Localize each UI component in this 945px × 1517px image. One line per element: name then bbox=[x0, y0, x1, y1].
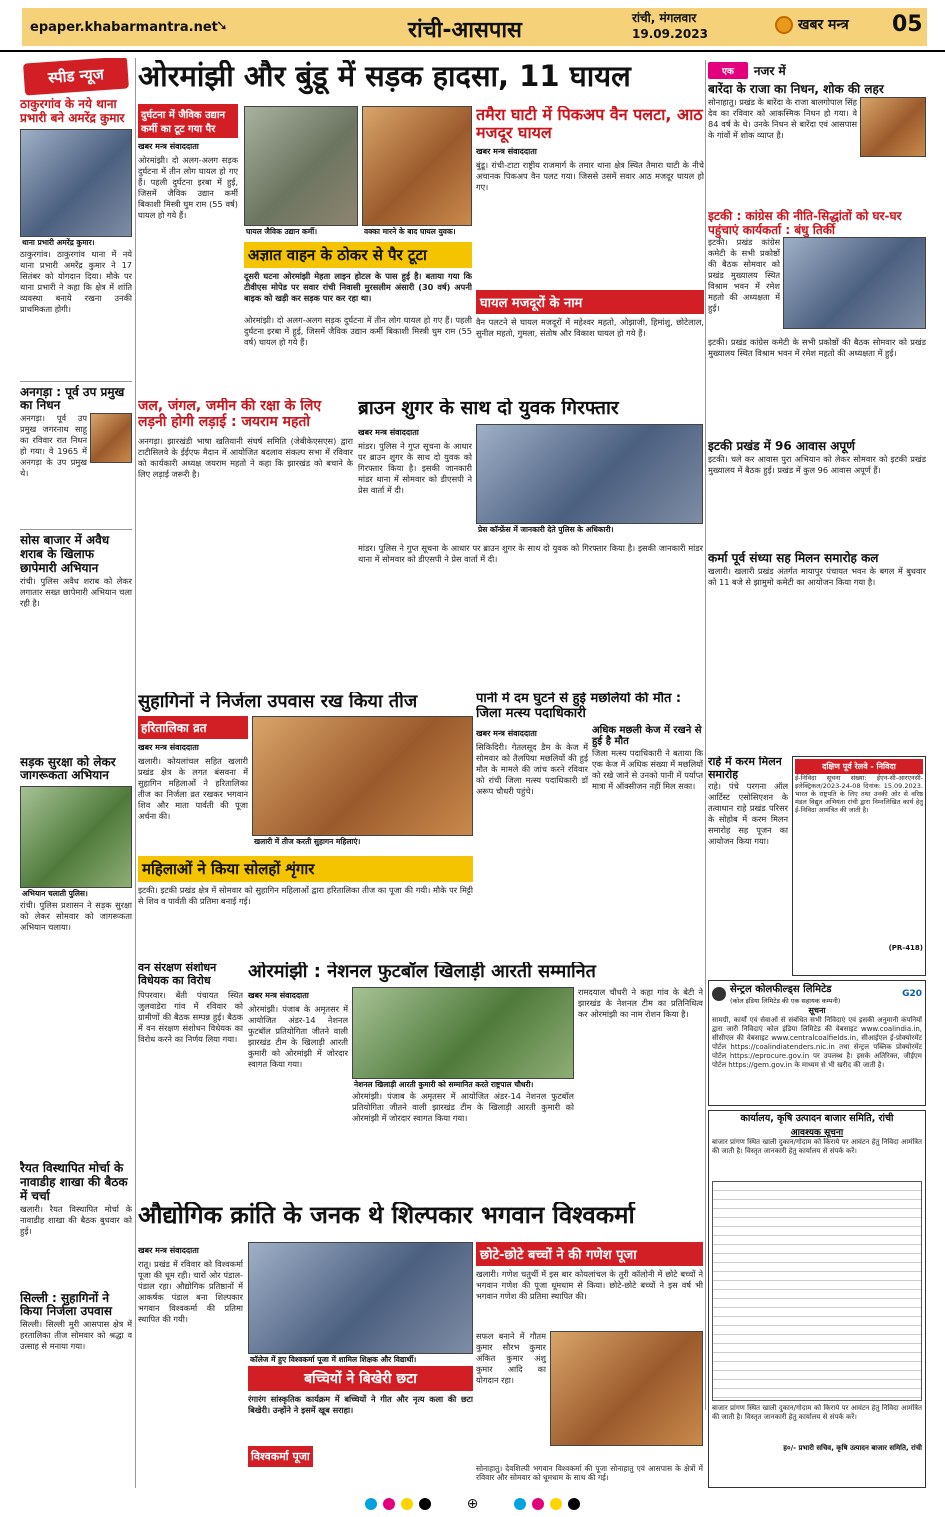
ad-signature: ह०/- प्रभारी सचिव, कृषि उत्पादन बाजार समिति, रांची bbox=[783, 1443, 922, 1452]
story-body: इटकी। चले कर आवास पुरा अभियान को लेकर सोमवार को इटकी प्रखंड मुख्यालय में बैठक हुई। प्रखंड में कुल 96 आवास अपूर्ण हैं। bbox=[708, 454, 926, 476]
registration-mark-icon: ⊕ bbox=[466, 1495, 479, 1512]
campaign-photo bbox=[20, 786, 132, 888]
byline: खबर मन्त्र संवाददाता bbox=[358, 427, 419, 437]
ganesh-photo bbox=[550, 1331, 703, 1446]
brown-sugar-story bbox=[358, 398, 703, 688]
story-headline: ओरमांझी : नेशनल फुटबॉल खिलाड़ी आरती सम्मानित bbox=[248, 962, 596, 982]
ad-notice: सूचना bbox=[808, 1005, 826, 1015]
story-headline: राहे में करम मिलन समारोह bbox=[708, 756, 782, 781]
divider bbox=[20, 381, 132, 382]
ad-office: कार्यालय, कृषि उत्पादन बाजार समिति, रांची bbox=[740, 1113, 894, 1124]
black-dot bbox=[568, 1498, 580, 1510]
ad-body: बाजार प्रांगण स्थित खाली दुकान/गोदाम को किराये पर आवंटन हेतु निविदा आमंत्रित की जाती है। विस्तृत जानकारी हेतु कार्यालय से संपर्क करें। bbox=[712, 1403, 922, 1421]
teej-story bbox=[138, 692, 473, 957]
story-body: सोनाहातु। प्रखंड के बारेंदा के राजा बालगोपाल सिंह देव का रविवार को आकस्मिक निधन हो गया। वे 84 वर्ष के थे। उनके निधन से बारेंदा एवं आसपास के गांवों में शोक व्याप्त है। bbox=[708, 96, 857, 140]
byline: खबर मन्त्र संवाददाता bbox=[248, 990, 309, 1000]
story-body: दूसरी घटना ओरमांझी मेहता लाइन होटल के पास हुई है। बताया गया कि टीवीएस मोपेड पर सवार रांची निवासी मुरसलीम अंसारी (30 वर्ष) अपनी बाइक को खड़ी कर सड़क पार कर रहा था। bbox=[244, 271, 472, 303]
story-headline: सड़क सुरक्षा को लेकर जागरूकता अभियान bbox=[20, 754, 116, 783]
story-body: खलारी। रैयत विस्थापित मोर्चा के नावाडीह शाखा की बैठक बुधवार को हुई। bbox=[20, 1203, 132, 1236]
byline: खबर मन्त्र संवाददाता bbox=[476, 146, 537, 156]
forest-story bbox=[138, 962, 243, 1197]
injured-worker-photo bbox=[244, 106, 358, 226]
column-rule bbox=[135, 58, 136, 1488]
photo-caption: घायल जैविक उद्यान कर्मी। bbox=[244, 226, 358, 238]
story-kicker: दुर्घटना में जैविक उद्यान कर्मी का टूट गया पैर bbox=[138, 104, 238, 138]
photo-caption: वक्का मारने के बाद घायल युवक। bbox=[362, 226, 472, 238]
photo-caption: कॉलेज में हुए विश्वकर्मा पूजा में शामिल शिक्षक और विद्यार्थी। bbox=[248, 1354, 473, 1366]
story-body: बुंडू। रांची-टाटा राष्ट्रीय राजमार्ग के तमार थाना क्षेत्र स्थित तैमारा घाटी के नीचे अचानक पिकअप वैन पलट गया। जिससे उसमें सवार आठ मजदूर घायल हो गए। bbox=[476, 159, 704, 192]
story-body: रामदयाल चौधरी ने कहा गांव के बेटी ने झारखंड के नेशनल टीम का प्रतिनिधित्व कर ओरमांझी का नाम रोशन किया है। bbox=[578, 986, 703, 1019]
magenta-dot bbox=[532, 1498, 544, 1510]
speed-news-badge: स्पीड न्यूज bbox=[23, 58, 129, 96]
story-body: इटकी। प्रखंड कांग्रेस कमेटी के सभी प्रकोष्ठों की बैठक सोमवार को प्रखंड मुख्यालय स्थित विश्राम भवन में रमेश महतो की अध्यक्षता में हुई। bbox=[708, 237, 780, 314]
story-body: सिकिदिरी। गेतलसूद डैम के केज में सोमवार को तैलपिया मछलियों की हुई मौत के मामले की जांच करने रविवार को रांची जिला मत्स्य पदाधिकारी डॉ अरूप चौधरी पहुंचे। bbox=[476, 741, 588, 796]
story-headline: कर्मा पूर्व संध्या सह मिलन समारोह कल bbox=[708, 551, 879, 566]
story-body: अनगड़ा। पूर्व उप प्रमुख जगरनाथ साहू का रविवार रात निधन हो गया। वे 1965 में अनगड़ा के उप प्रमुख थे। bbox=[20, 413, 87, 479]
ad-company: सेन्ट्रल कोलफील्ड्स लिमिटेड bbox=[730, 984, 832, 995]
story-headline: रैयत विस्थापित मोर्चा के नावाडीह शाखा की बैठक में चर्चा bbox=[20, 1161, 128, 1203]
accident-story bbox=[138, 104, 473, 394]
story-body: खलारी। गणेश चतुर्थी में इस बार कोयलांचल के तुरी कॉलोनी में छोटे बच्चों ने भगवान गणेश की पूजा धूमधाम से किया। छोटे-छोटे बच्चों ने इस वर्ष भी भगवान गणेश की प्रतिमा स्थापित की। bbox=[476, 1269, 703, 1301]
story-headline: तमैरा घाटी में पिकअप वैन पलटा, आठ मजदूर घायल bbox=[476, 106, 703, 143]
story-body: ओरमांझी। दो अलग-अलग सड़क दुर्घटना में तीन लोग घायल हो गए हैं। पहली दुर्घटना इरबा में हुई, जिसमें जैविक उद्यान कर्मी बिकाशी मिस्त्री घुम राम (55 वर्ष) घायल हो गये हैं। bbox=[244, 315, 472, 347]
story-headline: इटकी प्रखंड में 96 आवास अपूर्ण bbox=[708, 439, 855, 454]
story-headline: बारेंदा के राजा का निधन, शोक की लहर bbox=[708, 82, 884, 96]
section-title: रांची-आसपास bbox=[408, 18, 522, 43]
officer-photo bbox=[20, 129, 132, 237]
photo-caption: अभियान चलाती पुलिस। bbox=[20, 888, 132, 900]
column-rule bbox=[705, 60, 706, 1410]
coal-ad bbox=[708, 980, 926, 1106]
story-headline: वन संरक्षण संशोधन विधेयक का विरोध bbox=[138, 962, 217, 987]
byline: खबर मन्त्र संवाददाता bbox=[138, 1246, 199, 1255]
injured-youth-photo bbox=[362, 106, 472, 226]
story-body: सिल्ली। सिल्ली मुरी आसपास क्षेत्र में हरतालिका तीज सोमवार को श्रद्धा व उत्साह से मनाया गया। bbox=[20, 1319, 132, 1352]
sub-headline: महिलाओं ने किया सोलहों शृंगार bbox=[138, 856, 473, 882]
ad-title: आवश्यक सूचना bbox=[790, 1127, 844, 1138]
ad-body: बाजार प्रांगण स्थित खाली दुकान/गोदाम को किराये पर आवंटन हेतु निविदा आमंत्रित की जाती है। विस्तृत जानकारी हेतु कार्यालय से संपर्क करें। bbox=[712, 1137, 922, 1155]
story-body: खलारी। खलारी प्रखंड अंतर्गत मायापुर पंचायत भवन के बगल में बुधवार को 11 बजे से झामुमो कमेटी का आयोजन किया गया है। bbox=[708, 565, 926, 587]
raja-photo bbox=[860, 97, 926, 157]
sub-headline: बच्चियों ने बिखेरी छटा bbox=[248, 1366, 473, 1391]
football-story bbox=[248, 962, 703, 1197]
story-body: इटकी। इटकी प्रखंड क्षेत्र में सोमवार को सुहागिन महिलाओं द्वारा हरितालिका तीज का पूजा की गयी। मौके पर मिट्टी से शिव व पार्वती की प्रतिमा बनाई गई। bbox=[138, 884, 473, 906]
market-ad bbox=[708, 1110, 926, 1488]
black-dot bbox=[419, 1498, 431, 1510]
tender-title: दक्षिण पूर्व रेलवे - निविदा bbox=[795, 759, 923, 774]
yellow-dot bbox=[401, 1498, 413, 1510]
story-headline: पानी में दम घुटने से हुई मछलियों की मौत : जिला मत्स्य पदाधिकारी bbox=[476, 692, 682, 721]
page-number: 05 bbox=[892, 12, 923, 37]
story-kicker: हरितालिका व्रत bbox=[138, 716, 248, 739]
cyan-dot bbox=[514, 1498, 526, 1510]
story-body: अनगड़ा। झारखंडी भाषा खतियानी संघर्ष समिति (जेबीकेएसएस) द्वारा टाटीसिलवे के ईईएफ मैदान में आयोजित बदलाव संकल्प सभा में रविवार को कार्यकारी अध्यक्ष जयराम महतो ने कहा कि झारखंड को बचाने के लिए लड़ाई जरूरी है। bbox=[138, 436, 353, 480]
photo-caption: खलारी में तीज करती सुहागन महिलाएं। bbox=[252, 836, 473, 848]
college-puja-photo bbox=[248, 1242, 473, 1354]
story-body: वैन पलटने से घायल मजदूरों में महेश्वर महतो, ओझाजी, हिमांशु, छोटेलाल, सुनील महतो, गुमला, संतोष और विकाश घायल हो गये हैं। bbox=[476, 316, 704, 338]
magenta-dot bbox=[383, 1498, 395, 1510]
coal-logo-icon bbox=[712, 987, 726, 1001]
story-headline: ठाकुरगांव के नये थाना प्रभारी बने अमरेंद्र कुमार bbox=[20, 97, 125, 125]
story-body: ठाकुरगांव। ठाकुरगांव थाना में नये थाना प्रभारी अमरेंद्र कुमार ने 17 सितंबर को योगदान दिया। मौके पर थाना प्रभारी ने कहा कि क्षेत्र में शांति व्यवस्था बनाये रखना उनकी प्राथमिकता होगी। bbox=[20, 248, 132, 314]
sub-headline: अधिक मछली केज में रखने से हुई है मौत bbox=[592, 724, 702, 748]
main-headline: ओरमांझी और बुंडू में सड़क हादसा, 11 घायल bbox=[138, 60, 631, 93]
tamar-story bbox=[476, 106, 704, 396]
vishwakarma-headline: औद्योगिक क्रांति के जनक थे शिल्पकार भगवान विश्वकर्मा bbox=[138, 1202, 635, 1229]
story-headline: सुहागिनों ने निर्जला उपवास रख किया तीज bbox=[138, 692, 418, 712]
story-body: जिला मत्स्य पदाधिकारी ने बताया कि एक केज में अधिक संख्या में मछलियों को रखे जाने से उनको पानी में पर्याप्त मात्रा में ऑक्सीजन नहीं मिल सका। bbox=[592, 747, 703, 791]
story-body: ओरमांझी। पंजाब के अमृतसर में आयोजित अंडर-14 नेशनल फुटबॉल प्रतियोगिता जीतने वाली झारखंड टीम के खिलाड़ी आरती कुमारी को ओरमांझी में जोरदार स्वागत किया गया। bbox=[352, 1090, 574, 1123]
story-body: मांडर। पुलिस ने गुप्त सूचना के आधार पर ब्राउन शुगर के साथ दो युवक को गिरफ्तार किया है। इसकी जानकारी मांडर थाना में सोमवार को डीएसपी ने प्रेस वार्ता में दी। bbox=[358, 542, 703, 564]
sub-headline: अज्ञात वाहन के ठोकर से पैर टूटा bbox=[244, 242, 472, 268]
ad-body: सामग्री, कार्यों एवं सेवाओं से संबंधित सभी निविदाएं एवं इसकी अनुमानी कंपनियों द्वारा जारी निविदाएं कोल इंडिया लिमिटेड की वेबसाइट www.coalindia.in, सीसीएल की वेबसाइट www.centralcoalfields.in, सीआईएल ई-प्रोक्योरमेंट पोर्टल https://coalindiatenders.nic.in तथा सेन्ट्रल पब्लिक प्रोक्योरमेंट पोर्टल https://eprocure.gov.in पर उपलब्ध है। इसके अतिरिक्त, जीईएम पोर्टल https://gem.gov.in के माध्यम से भी खरीद की जाती है। bbox=[712, 1015, 922, 1069]
tender-body: ई-निविदा सूचना संख्या: ईएन-सी-आरएनसी-इलेक्ट्रिकल/2023-24-08 दिनांक: 15.09.2023. भारत के राष्ट्रपति के लिए तथा उनकी ओर से वरिष्ठ मंडल विद्युत अभियंता रांची द्वारा निम्नलिखित कार्य हेतु ई-निविदा आमंत्रित की जाती है। bbox=[795, 774, 923, 814]
ad-table bbox=[712, 1181, 922, 1401]
story-body: रांची। पुलिस अवैध शराब को लेकर लगातार सख्त छापेमारी अभियान चला रही है। bbox=[20, 575, 132, 608]
karma-tender-block bbox=[708, 756, 926, 976]
ek-nazar-column bbox=[708, 60, 926, 750]
masthead bbox=[0, 0, 945, 52]
story-body: रंगारंग सांस्कृतिक कार्यक्रम में बच्चियों ने गीत और नृत्य कला की छटा बिखेरी। उन्होंने ने इसमें खूब सराहा। bbox=[248, 1394, 473, 1415]
story-body: खलारी। कोयलांचल सहित खलारी प्रखंड क्षेत्र के लगत बंसवना में सुहागिन महिलाओं ने हरितालिका तीज का निर्जला व्रत रखकर भगवान शिव और माता पार्वती की पूजा अर्चना की। bbox=[138, 755, 248, 821]
byline: खबर मन्त्र संवाददाता bbox=[138, 142, 199, 151]
story-headline: अनगड़ा : पूर्व उप प्रमुख का निधन bbox=[20, 384, 125, 413]
story-body: मांडर। पुलिस ने गुप्त सूचना के आधार पर ब्राउन शुगर के साथ दो युवक को गिरफ्तार किया है। इसकी जानकारी मांडर थाना में सोमवार को डीएसपी ने प्रेस वार्ता में दी। bbox=[358, 440, 472, 495]
story-headline: जल, जंगल, जमीन की रक्षा के लिए लड़नी होगी लड़ाई : जयराम महतो bbox=[138, 398, 322, 431]
sub-headline: घायल मजदूरों के नाम bbox=[476, 290, 704, 314]
story-headline: ब्राउन शुगर के साथ दो युवक गिरफ्तार bbox=[358, 398, 619, 419]
story-headline: सिल्ली : सुहागिनों ने किया निर्जला उपवास bbox=[20, 1290, 112, 1319]
left-news-column bbox=[20, 58, 132, 1488]
byline: खबर मन्त्र संवाददाता bbox=[476, 728, 537, 738]
photo-caption: नेशनल खिलाड़ी आरती कुमारी को सम्मानित करते राष्ट्रपाल चौधरी। bbox=[352, 1079, 574, 1091]
story-body: रांची। पुलिस प्रशासन ने सड़क सुरक्षा को लेकर सोमवार को जागरूकता अभियान चलाया। bbox=[20, 900, 132, 933]
story-body: सफल बनाने में गौतम कुमार सौरभ कुमार अंकित कुमार अंशु कुमार आदि का योगदान रहा। bbox=[476, 1331, 546, 1385]
story-body: रातू। प्रखंड में रविवार को विश्वकर्मा पूजा की धूम रही। चारों ओर पंडाल-पंडाल रहा। औद्योगिक प्रतिष्ठानों में आकर्षक पंडाल बना शिल्पकार भगवान विश्वकर्मा की प्रतिमा स्थापित की गयी। bbox=[138, 1259, 243, 1324]
vishwakarma-column bbox=[138, 1242, 243, 1482]
brand-block bbox=[775, 15, 849, 34]
press-conference-photo bbox=[476, 424, 703, 524]
puja-label-body: सोनाहातु। देवशिल्पी भगवान विश्वकर्मा की पूजा सोनाहातु एवं आसपास के क्षेत्रों में रविवार और सोमवार को धूमधाम के साथ की गई। bbox=[476, 1464, 703, 1482]
brand-name: खबर मन्त्र bbox=[798, 17, 849, 33]
issue-date: 19.09.2023 bbox=[632, 27, 708, 41]
puja-label: विश्वकर्मा पूजा bbox=[248, 1446, 313, 1467]
yellow-dot bbox=[550, 1498, 562, 1510]
story-body: ओरमांझी। पंजाब के अमृतसर में आयोजित अंडर-14 नेशनल फुटबॉल प्रतियोगिता जीतने वाली झारखंड टीम के खिलाड़ी आरती कुमारी को ओरमांझी में जोरदार स्वागत किया गया। bbox=[248, 1003, 348, 1069]
cyan-dot bbox=[365, 1498, 377, 1510]
color-registration-bar bbox=[0, 1490, 945, 1517]
story-body: पिपरवार। बेंती पंचायत स्थित जुलवाडेरा गांव में रविवार को ग्रामीणों की बैठक सम्पन्न हुई। बैठक में वन संरक्षण संशोधन विधेयक का विरोध करने का निर्णय लिया गया। bbox=[138, 990, 243, 1045]
photo-caption: थाना प्रभारी अमरेंद्र कुमार। bbox=[20, 237, 132, 249]
story-headline: छोटे-छोटे बच्चों ने की गणेश पूजा bbox=[476, 1242, 703, 1266]
byline: खबर मन्त्र संवाददाता bbox=[138, 742, 199, 752]
ad-sub: (कोल इंडिया लिमिटेड की एक सहायक कम्पनी) bbox=[730, 996, 841, 1005]
cursor-icon: ➘ bbox=[216, 18, 228, 34]
date-block bbox=[632, 10, 708, 42]
portrait-photo bbox=[90, 413, 132, 463]
photo-caption: प्रेस कॉन्फ्रेंस में जानकारी देते पुलिस के अधिकारी। bbox=[476, 524, 703, 536]
fish-story bbox=[476, 692, 703, 957]
nazar-label: नजर में bbox=[753, 63, 786, 78]
brand-logo-icon bbox=[775, 16, 793, 34]
story-headline: सोस बाजार में अवैध शराब के खिलाफ छापेमारी अभियान bbox=[20, 533, 110, 575]
rally-story bbox=[138, 398, 353, 688]
felicitation-photo bbox=[352, 987, 574, 1079]
story-body: ओरमांझी। दो अलग-अलग सड़क दुर्घटना में तीन लोग घायल हो गए हैं। पहली दुर्घटना इरबा में हुई, जिसमें जैविक उद्यान कर्मी बिकाशी मिस्त्री घुम राम (55 वर्ष) घायल हो गये हैं। bbox=[138, 155, 238, 220]
g20-badge: G20 bbox=[902, 989, 922, 1000]
vishwakarma-photo-block bbox=[248, 1242, 473, 1482]
story-body: इटकी। प्रखंड कांग्रेस कमेटी के सभी प्रकोष्ठों की बैठक सोमवार को प्रखंड मुख्यालय स्थित विश्राम भवन में रमेश महतो की अध्यक्षता में हुई। bbox=[708, 337, 926, 359]
tender-code: (PR-418) bbox=[888, 944, 923, 952]
ganesh-story bbox=[476, 1242, 703, 1462]
city-day: रांची, मंगलवार bbox=[632, 11, 697, 25]
epaper-url-link[interactable]: epaper.khabarmantra.net bbox=[30, 20, 218, 35]
ek-label: एक bbox=[708, 62, 748, 79]
story-body: राहे। पंचे परगना ऑल आर्टिस्ट एसोसिएशन के तत्वाधान राहे प्रखंड परिसर के सोहोब में करम मिलन समारोह सह पूजन का आयोजन किया गया। bbox=[708, 781, 788, 847]
divider bbox=[20, 529, 132, 530]
meeting-photo bbox=[783, 237, 926, 329]
teej-photo bbox=[252, 716, 473, 836]
story-headline: इटकी : कांग्रेस की नीति-सिद्धांतों को घर-घर पहुंचाएं कार्यकर्ता : बंधु तिर्की bbox=[708, 208, 902, 237]
